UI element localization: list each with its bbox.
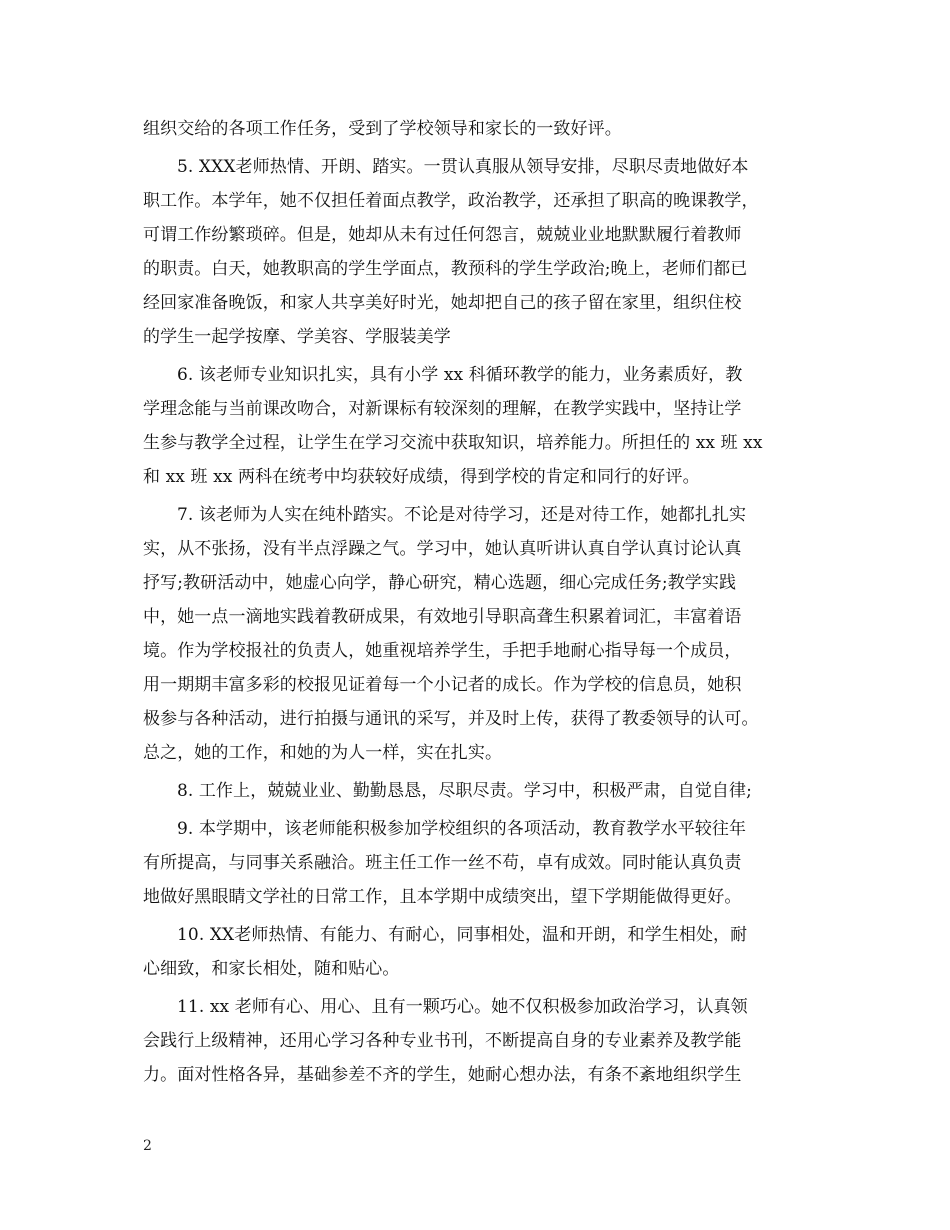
text-line: 抒写;教研活动中，她虚心向学，静心研究，精心选题，细心完成任务;教学实践 [143,573,737,593]
text-line: 生参与教学全过程，让学生在学习交流中获取知识，培养能力。所担任的 xx 班 xx [143,433,763,453]
text-line: 总之，她的工作，和她的为人一样，实在扎实。 [143,743,503,763]
text-line: 可谓工作纷繁琐碎。但是，她却从未有过任何怨言，兢兢业业地默默履行着教师 [143,225,742,245]
text-line: 会践行上级精神，还用心学习各种专业书刊，不断提高自身的专业素养及教学能 [143,1031,742,1051]
text-line: 9. 本学期中，该老师能积极参加学校组织的各项活动，教育教学水平较往年 [177,819,747,839]
text-line: 力。面对性格各异，基础参差不齐的学生，她耐心想办法，有条不紊地组织学生 [143,1065,742,1085]
text-line: 组织交给的各项工作任务，受到了学校领导和家长的一致好评。 [143,119,622,139]
text-line: 10. XX老师热情、有能力、有耐心，同事相处，温和开朗，和学生相处，耐 [177,925,748,945]
text-line: 极参与各种活动，进行拍摄与通讯的采写，并及时上传，获得了教委领导的认可。 [143,709,759,729]
paragraph [143,990,813,1092]
text-line: 和 xx 班 xx 两科在统考中均获较好成绩，得到学校的肯定和同行的好评。 [143,467,700,487]
text-line: 7. 该老师为人实在纯朴踏实。不论是对待学习，还是对待工作，她都扎扎实 [177,505,747,525]
text-line: 职工作。本学年，她不仅担任着面点教学，政治教学，还承担了职高的晚课教学， [143,191,759,211]
text-line: 有所提高，与同事关系融洽。班主任工作一丝不苟，卓有成效。同时能认真负责 [143,853,742,873]
document-body [143,112,813,1092]
text-line: 8. 工作上，兢兢业业、勤勤恳恳，尽职尽责。学习中，积极严肃，自觉自律; [177,781,752,801]
paragraph [143,774,813,808]
text-line: 学理念能与当前课改吻合，对新课标有较深刻的理解，在教学实践中，坚持让学 [143,399,742,419]
text-line: 实，从不张扬，没有半点浮躁之气。学习中，她认真听讲认真自学认真讨论认真 [143,539,742,559]
page-number: 2 [143,1138,152,1154]
paragraph [143,918,813,986]
text-line: 用一期期丰富多彩的校报见证着每一个小记者的成长。作为学校的信息员，她积 [143,675,742,695]
paragraph [143,358,813,494]
text-line: 11. xx 老师有心、用心、且有一颗巧心。她不仅积极参加政治学习，认真领 [177,997,748,1017]
text-line: 地做好黑眼睛文学社的日常工作，且本学期中成绩突出，望下学期能做得更好。 [143,887,742,907]
text-line: 5. XXX老师热情、开朗、踏实。一贯认真服从领导安排，尽职尽责地做好本 [177,157,749,177]
paragraph [143,498,813,770]
text-line: 6. 该老师专业知识扎实，具有小学 xx 科循环教学的能力，业务素质好，教 [177,365,743,385]
text-line: 的职责。白天，她教职高的学生学面点，教预科的学生学政治;晚上，老师们都已 [143,259,748,279]
text-line: 境。作为学校报社的负责人，她重视培养学生，手把手地耐心指导每一个成员， [143,641,742,661]
text-line: 心细致，和家长相处，随和贴心。 [143,959,400,979]
text-line: 的学生一起学按摩、学美容、学服装美学 [143,327,451,347]
text-line: 经回家准备晚饭，和家人共享美好时光，她却把自己的孩子留在家里，组织住校 [143,293,742,313]
text-line: 中，她一点一滴地实践着教研成果，有效地引导职高聋生积累着词汇，丰富着语 [143,607,742,627]
paragraph [143,812,813,914]
paragraph [143,150,813,354]
paragraph [143,112,813,146]
